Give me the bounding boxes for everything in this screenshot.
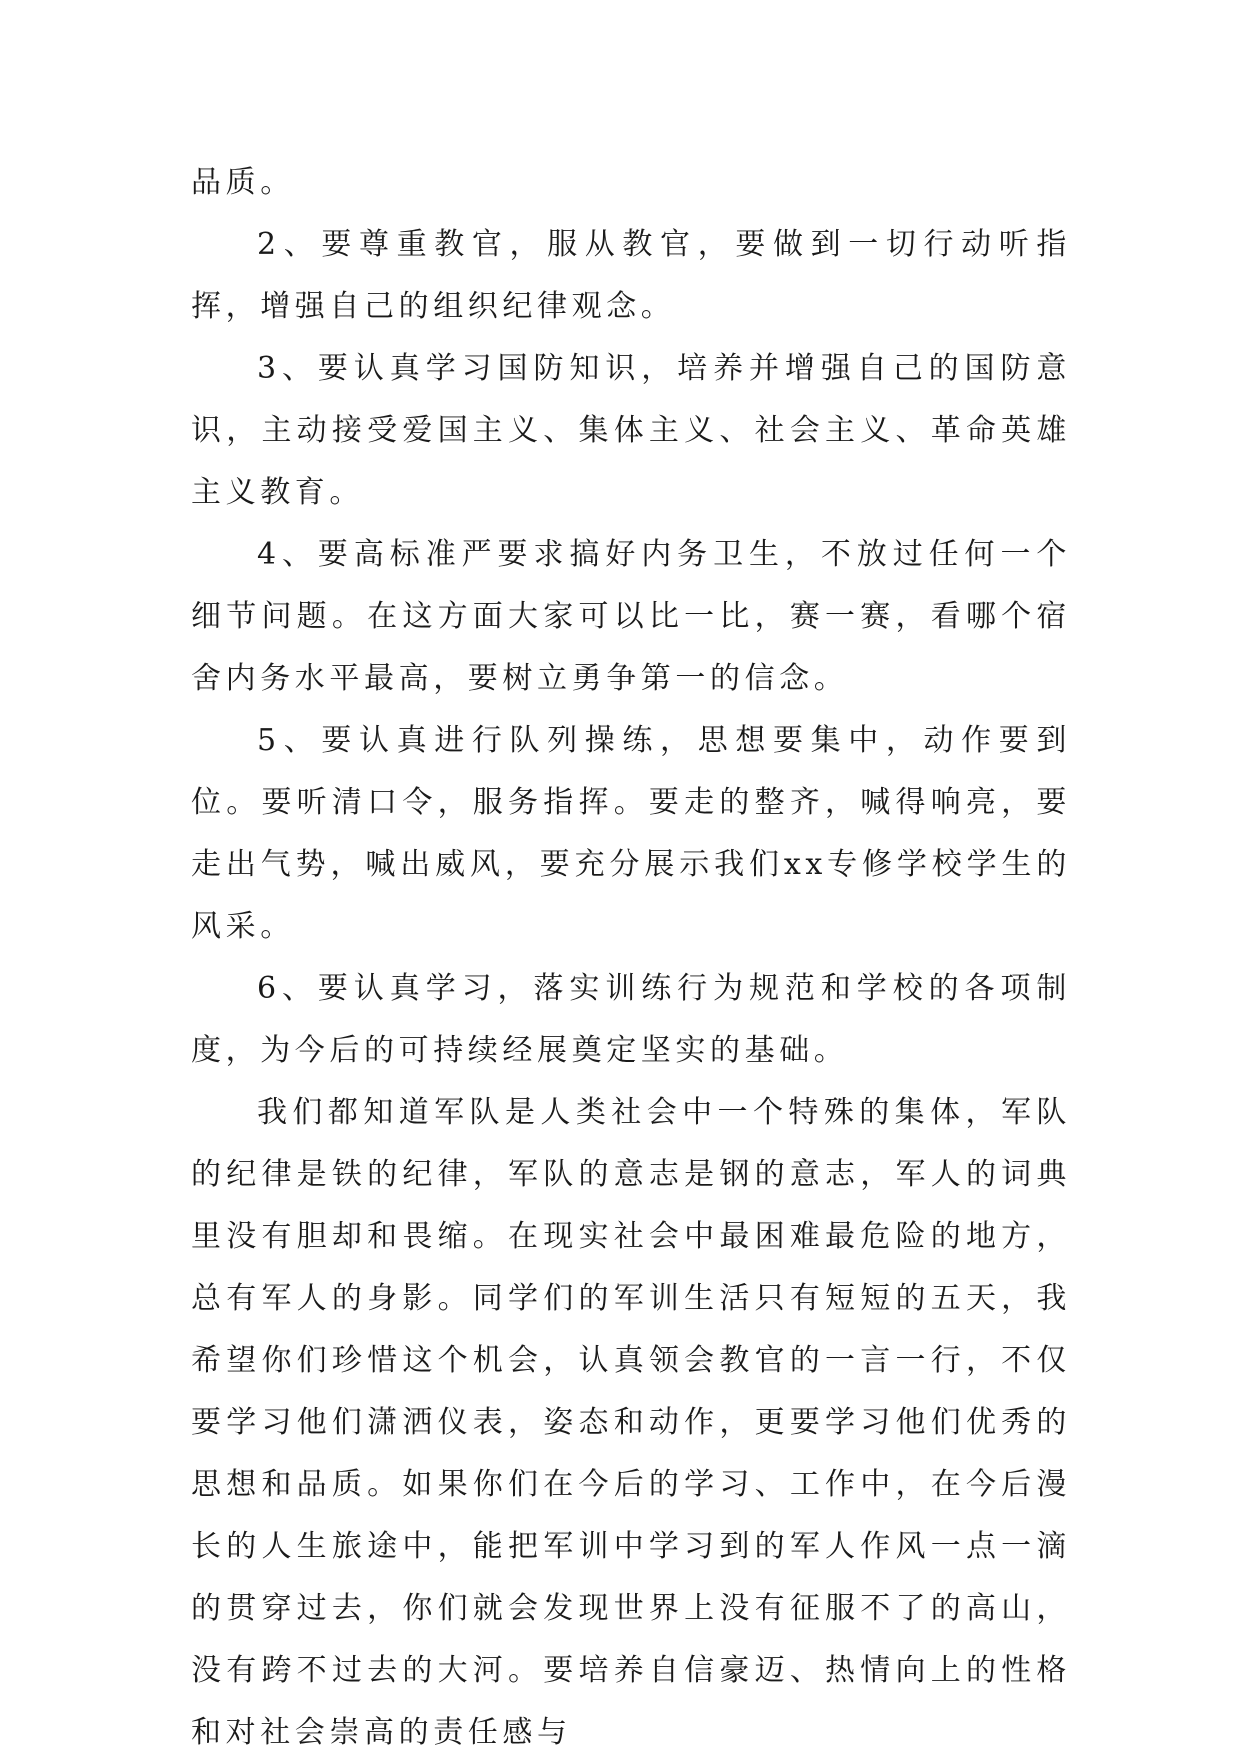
- paragraph-continuation: 品质。: [191, 165, 295, 200]
- paragraph-military-spirit: 我们都知道军队是人类社会中一个特殊的集体，军队的纪律是铁的纪律，军队的意志是钢的意志，军人的词典里没有胆却和畏缩。在现实社会中最困难最危险的地方，总有军人的身影。同学们的军训生活只有短短的五天，我希望你们珍惜这个机会，认真领会教官的一言一行，不仅要学习他们潇洒仪表，姿态和动作，更要学习他们优秀的思想和品质。如果你们在今后的学习、工作中，在今后漫长的人生旅途中，能把军训中学习到的军人作风一点一滴的贯穿过去，你们就会发现世界上没有征服不了的高山，没有跨不过去的大河。要培养自信豪迈、热情向上的性格和对社会崇高的责任感与: [191, 1095, 1071, 1750]
- paragraph-item-3: 3、要认真学习国防知识，培养并增强自己的国防意识，主动接受爱国主义、集体主义、社会主义、革命英雄主义教育。: [191, 351, 1071, 510]
- paragraph-item-5: 5、要认真进行队列操练，思想要集中，动作要到位。要听清口令，服务指挥。要走的整齐，喊得响亮，要走出气势，喊出威风，要充分展示我们xx专修学校学生的风采。: [191, 723, 1071, 944]
- document-body: [191, 152, 1071, 1764]
- paragraph-item-6: 6、要认真学习，落实训练行为规范和学校的各项制度，为今后的可持续经展奠定坚实的基础。: [191, 971, 1071, 1068]
- paragraph-item-2: 2、要尊重教官，服从教官，要做到一切行动听指挥，增强自己的组织纪律观念。: [191, 227, 1071, 324]
- paragraph-item-4: 4、要高标准严要求搞好内务卫生，不放过任何一个细节问题。在这方面大家可以比一比，赛一赛，看哪个宿舍内务水平最高，要树立勇争第一的信念。: [191, 537, 1071, 696]
